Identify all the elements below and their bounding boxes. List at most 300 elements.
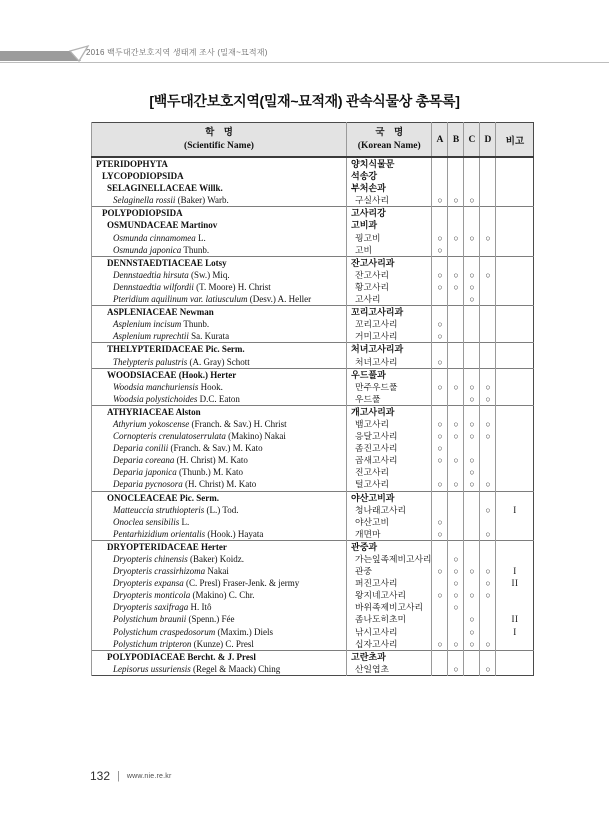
- site-mark-cell-a: ○: [432, 381, 448, 393]
- site-mark-cell-d: [480, 244, 496, 257]
- scientific-name-cell: DENNSTAEDTIACEAE Lotsy: [92, 256, 347, 269]
- site-mark-cell-b: ○: [448, 381, 464, 393]
- table-row: [92, 182, 534, 194]
- site-mark-cell-b: ○: [448, 269, 464, 281]
- site-mark-cell-c: [464, 553, 480, 565]
- site-mark-cell-a: ○: [432, 478, 448, 491]
- page-number: 132: [90, 769, 111, 783]
- site-mark-cell-b: [448, 318, 464, 330]
- site-mark-cell-a: [432, 306, 448, 319]
- site-mark-cell-a: ○: [432, 281, 448, 293]
- site-mark-cell-d: [480, 368, 496, 381]
- note-cell: [496, 454, 534, 466]
- korean-name-cell: 석송강: [347, 170, 432, 182]
- note-cell: I: [496, 504, 534, 516]
- site-mark-cell-a: [432, 256, 448, 269]
- table-row: [92, 553, 534, 565]
- scientific-name-cell: ONOCLEACEAE Pic. Serm.: [92, 491, 347, 504]
- site-mark-cell-d: ○: [480, 269, 496, 281]
- site-mark-cell-a: ○: [432, 356, 448, 369]
- site-mark-cell-a: ○: [432, 589, 448, 601]
- note-cell: [496, 207, 534, 220]
- site-mark-cell-b: [448, 356, 464, 369]
- site-mark-cell-b: [448, 306, 464, 319]
- column-header-site-b: B: [448, 123, 464, 158]
- site-mark-cell-b: [448, 219, 464, 231]
- site-mark-cell-c: [464, 516, 480, 528]
- site-mark-cell-d: [480, 613, 496, 625]
- table-row: [92, 516, 534, 528]
- site-mark-cell-a: [432, 504, 448, 516]
- scientific-name-cell: Cornopteris crenulatoserrulata (Makino) Nakai: [92, 430, 347, 442]
- site-mark-cell-d: ○: [480, 430, 496, 442]
- table-row: [92, 540, 534, 553]
- site-mark-cell-d: [480, 182, 496, 194]
- korean-name-cell: 가는잎족제비고사리: [347, 553, 432, 565]
- site-mark-cell-a: ○: [432, 330, 448, 343]
- site-mark-cell-c: ○: [464, 281, 480, 293]
- table-row: [92, 194, 534, 207]
- site-mark-cell-c: [464, 577, 480, 589]
- table-header-row: [92, 123, 534, 158]
- table-row: [92, 381, 534, 393]
- note-cell: [496, 540, 534, 553]
- site-mark-cell-c: ○: [464, 454, 480, 466]
- table-row: [92, 454, 534, 466]
- site-mark-cell-a: ○: [432, 269, 448, 281]
- scientific-name-cell: Woodsia manchuriensis Hook.: [92, 381, 347, 393]
- scientific-name-cell: Polystichum tripteron (Kunze) C. Presl: [92, 638, 347, 651]
- site-mark-cell-b: [448, 613, 464, 625]
- note-cell: [496, 638, 534, 651]
- note-cell: [496, 244, 534, 257]
- table-row: [92, 306, 534, 319]
- korean-name-cell: 관중: [347, 565, 432, 577]
- korean-name-cell: 진고사리: [347, 466, 432, 478]
- site-mark-cell-a: [432, 182, 448, 194]
- scientific-name-cell: THELYPTERIDACEAE Pic. Serm.: [92, 343, 347, 356]
- note-cell: [496, 293, 534, 306]
- site-mark-cell-c: ○: [464, 232, 480, 244]
- note-cell: [496, 330, 534, 343]
- table-row: [92, 281, 534, 293]
- korean-name-cell: 개고사리과: [347, 405, 432, 418]
- table-row: [92, 663, 534, 676]
- korean-name-cell: 양치식물문: [347, 157, 432, 170]
- site-mark-cell-a: [432, 663, 448, 676]
- korean-name-cell: 꼬리고사리과: [347, 306, 432, 319]
- scientific-name-cell: Dennstaedtia hirsuta (Sw.) Miq.: [92, 269, 347, 281]
- korean-name-cell: 뱀고사리: [347, 418, 432, 430]
- site-mark-cell-a: ○: [432, 194, 448, 207]
- site-mark-cell-d: ○: [480, 577, 496, 589]
- note-cell: [496, 650, 534, 663]
- site-mark-cell-a: [432, 393, 448, 406]
- korean-name-cell: 낚시고사리: [347, 626, 432, 638]
- korean-name-header-english: (Korean Name): [357, 140, 421, 151]
- site-mark-cell-b: [448, 393, 464, 406]
- site-mark-cell-d: ○: [480, 232, 496, 244]
- table-row: [92, 650, 534, 663]
- site-mark-cell-c: [464, 528, 480, 541]
- site-mark-cell-c: ○: [464, 393, 480, 406]
- scientific-name-cell: SELAGINELLACEAE Willk.: [92, 182, 347, 194]
- note-cell: [496, 601, 534, 613]
- header-rule: [0, 62, 609, 63]
- site-mark-cell-d: [480, 256, 496, 269]
- site-mark-cell-c: [464, 356, 480, 369]
- site-mark-cell-b: ○: [448, 663, 464, 676]
- column-header-site-a: A: [432, 123, 448, 158]
- scientific-name-cell: Polystichum braunii (Spenn.) Fée: [92, 613, 347, 625]
- site-mark-cell-c: ○: [464, 478, 480, 491]
- korean-name-cell: 십자고사리: [347, 638, 432, 651]
- site-mark-cell-b: [448, 405, 464, 418]
- scientific-name-cell: ATHYRIACEAE Alston: [92, 405, 347, 418]
- site-mark-cell-a: [432, 613, 448, 625]
- korean-name-cell: 산일엽초: [347, 663, 432, 676]
- site-mark-cell-b: [448, 540, 464, 553]
- column-header-site-c: C: [464, 123, 480, 158]
- site-mark-cell-d: ○: [480, 478, 496, 491]
- site-mark-cell-a: [432, 540, 448, 553]
- site-mark-cell-a: ○: [432, 442, 448, 454]
- site-mark-cell-a: ○: [432, 244, 448, 257]
- site-mark-cell-c: [464, 343, 480, 356]
- site-mark-cell-c: ○: [464, 269, 480, 281]
- scientific-name-cell: Deparia conilii (Franch. & Sav.) M. Kato: [92, 442, 347, 454]
- korean-name-cell: 부처손과: [347, 182, 432, 194]
- site-mark-cell-d: [480, 601, 496, 613]
- korean-name-cell: 고사리강: [347, 207, 432, 220]
- site-mark-cell-d: [480, 306, 496, 319]
- table-row: [92, 330, 534, 343]
- site-mark-cell-b: [448, 516, 464, 528]
- note-cell: II: [496, 577, 534, 589]
- site-mark-cell-a: [432, 577, 448, 589]
- column-header-site-d: D: [480, 123, 496, 158]
- site-mark-cell-b: [448, 170, 464, 182]
- site-mark-cell-b: [448, 182, 464, 194]
- site-mark-cell-b: [448, 256, 464, 269]
- site-mark-cell-b: [448, 207, 464, 220]
- scientific-name-cell: ASPLENIACEAE Newman: [92, 306, 347, 319]
- scientific-name-cell: DRYOPTERIDACEAE Herter: [92, 540, 347, 553]
- site-mark-cell-b: [448, 504, 464, 516]
- site-mark-cell-c: ○: [464, 565, 480, 577]
- site-mark-cell-b: ○: [448, 565, 464, 577]
- scientific-name-cell: Dryopteris saxifraga H. Itô: [92, 601, 347, 613]
- site-mark-cell-c: [464, 405, 480, 418]
- site-mark-cell-c: [464, 330, 480, 343]
- site-mark-cell-d: [480, 219, 496, 231]
- korean-name-cell: 잔고사리과: [347, 256, 432, 269]
- table-row: [92, 170, 534, 182]
- site-mark-cell-b: ○: [448, 430, 464, 442]
- korean-name-cell: 왕지네고사리: [347, 589, 432, 601]
- site-mark-cell-b: ○: [448, 553, 464, 565]
- site-mark-cell-c: [464, 504, 480, 516]
- running-head-text: 2016 백두대간보호지역 생태계 조사 (밀재~묘적재): [86, 48, 268, 57]
- site-mark-cell-b: ○: [448, 418, 464, 430]
- korean-name-cell: 개면마: [347, 528, 432, 541]
- site-mark-cell-c: [464, 306, 480, 319]
- site-mark-cell-c: [464, 244, 480, 257]
- site-mark-cell-c: ○: [464, 430, 480, 442]
- korean-name-cell: 고사리: [347, 293, 432, 306]
- korean-name-cell: 꼬리고사리: [347, 318, 432, 330]
- site-mark-cell-a: ○: [432, 232, 448, 244]
- table-body: [92, 157, 534, 675]
- scientific-name-cell: Dryopteris chinensis (Baker) Koidz.: [92, 553, 347, 565]
- scientific-name-cell: Dryopteris crassirhizoma Nakai: [92, 565, 347, 577]
- page-footer: [90, 769, 172, 783]
- site-mark-cell-c: [464, 318, 480, 330]
- column-header-korean-name: [347, 123, 432, 158]
- korean-name-cell: 고비과: [347, 219, 432, 231]
- korean-name-cell: 바위족제비고사리: [347, 601, 432, 613]
- scientific-name-cell: Thelypteris palustris (A. Gray) Schott: [92, 356, 347, 369]
- scientific-name-cell: Polystichum craspedosorum (Maxim.) Diels: [92, 626, 347, 638]
- site-mark-cell-c: [464, 207, 480, 220]
- note-cell: [496, 553, 534, 565]
- site-mark-cell-d: [480, 194, 496, 207]
- table-row: [92, 442, 534, 454]
- site-mark-cell-d: ○: [480, 589, 496, 601]
- korean-name-cell: 고비: [347, 244, 432, 257]
- note-cell: [496, 318, 534, 330]
- note-cell: [496, 256, 534, 269]
- species-checklist-table: [91, 122, 534, 676]
- site-mark-cell-a: [432, 219, 448, 231]
- site-mark-cell-b: [448, 293, 464, 306]
- site-mark-cell-a: ○: [432, 430, 448, 442]
- table-row: [92, 466, 534, 478]
- site-mark-cell-b: [448, 442, 464, 454]
- site-mark-cell-c: ○: [464, 466, 480, 478]
- page-title: [백두대간보호지역(밀재~묘적재) 관속식물상 총목록]: [149, 93, 460, 109]
- table-row: [92, 368, 534, 381]
- note-cell: [496, 232, 534, 244]
- scientific-name-cell: LYCOPODIOPSIDA: [92, 170, 347, 182]
- korean-name-cell: 구실사리: [347, 194, 432, 207]
- korean-name-header-korean: 국 명: [375, 128, 404, 139]
- site-mark-cell-d: [480, 157, 496, 170]
- site-mark-cell-a: [432, 207, 448, 220]
- korean-name-cell: 고란초과: [347, 650, 432, 663]
- site-mark-cell-c: [464, 650, 480, 663]
- site-mark-cell-a: ○: [432, 418, 448, 430]
- scientific-name-cell: Athyrium yokoscense (Franch. & Sav.) H. Christ: [92, 418, 347, 430]
- species-table: [91, 122, 534, 676]
- site-mark-cell-a: [432, 466, 448, 478]
- note-cell: [496, 194, 534, 207]
- table-row: [92, 293, 534, 306]
- site-mark-cell-b: [448, 491, 464, 504]
- footer-url: www.nie.re.kr: [126, 772, 172, 780]
- site-mark-cell-c: [464, 170, 480, 182]
- table-row: [92, 638, 534, 651]
- table-row: [92, 207, 534, 220]
- site-mark-cell-a: [432, 626, 448, 638]
- site-mark-cell-d: [480, 170, 496, 182]
- site-mark-cell-a: [432, 157, 448, 170]
- scientific-name-cell: POLYPODIOPSIDA: [92, 207, 347, 220]
- korean-name-cell: 퍼진고사리: [347, 577, 432, 589]
- note-cell: [496, 393, 534, 406]
- site-mark-cell-b: ○: [448, 194, 464, 207]
- site-mark-cell-d: [480, 516, 496, 528]
- site-mark-cell-d: [480, 318, 496, 330]
- note-cell: [496, 466, 534, 478]
- site-mark-cell-c: [464, 219, 480, 231]
- note-cell: [496, 516, 534, 528]
- scientific-name-header-korean: 학 명: [205, 128, 233, 139]
- korean-name-cell: 청나래고사리: [347, 504, 432, 516]
- site-mark-cell-d: ○: [480, 393, 496, 406]
- table-row: [92, 405, 534, 418]
- site-mark-cell-d: [480, 553, 496, 565]
- site-mark-cell-d: [480, 454, 496, 466]
- site-mark-cell-d: [480, 207, 496, 220]
- site-mark-cell-d: ○: [480, 638, 496, 651]
- note-cell: [496, 182, 534, 194]
- note-cell: [496, 269, 534, 281]
- site-mark-cell-a: [432, 343, 448, 356]
- scientific-name-cell: Dennstaedtia wilfordii (T. Moore) H. Christ: [92, 281, 347, 293]
- site-mark-cell-c: [464, 491, 480, 504]
- scientific-name-cell: Matteuccia struthiopteris (L.) Tod.: [92, 504, 347, 516]
- site-mark-cell-a: ○: [432, 565, 448, 577]
- table-row: [92, 418, 534, 430]
- site-mark-cell-d: [480, 405, 496, 418]
- site-mark-cell-b: [448, 626, 464, 638]
- scientific-name-cell: Dryopteris monticola (Makino) C. Chr.: [92, 589, 347, 601]
- site-mark-cell-b: [448, 528, 464, 541]
- note-cell: [496, 356, 534, 369]
- note-cell: [496, 528, 534, 541]
- scientific-name-cell: POLYPODIACEAE Bercht. & J. Presl: [92, 650, 347, 663]
- table-row: [92, 491, 534, 504]
- note-cell: [496, 478, 534, 491]
- table-row: [92, 269, 534, 281]
- table-row: [92, 504, 534, 516]
- site-mark-cell-c: ○: [464, 613, 480, 625]
- site-mark-cell-a: ○: [432, 516, 448, 528]
- site-mark-cell-b: ○: [448, 478, 464, 491]
- note-cell: [496, 306, 534, 319]
- site-mark-cell-d: ○: [480, 504, 496, 516]
- site-mark-cell-c: ○: [464, 293, 480, 306]
- footer-separator: |: [117, 770, 120, 782]
- site-mark-cell-b: [448, 343, 464, 356]
- site-mark-cell-c: [464, 368, 480, 381]
- site-mark-cell-a: [432, 553, 448, 565]
- table-row: [92, 343, 534, 356]
- site-mark-cell-d: [480, 626, 496, 638]
- table-row: [92, 626, 534, 638]
- site-mark-cell-b: [448, 157, 464, 170]
- site-mark-cell-a: [432, 650, 448, 663]
- scientific-name-cell: PTERIDOPHYTA: [92, 157, 347, 170]
- note-cell: [496, 368, 534, 381]
- site-mark-cell-c: ○: [464, 418, 480, 430]
- korean-name-cell: 우드풀: [347, 393, 432, 406]
- site-mark-cell-b: [448, 650, 464, 663]
- site-mark-cell-c: ○: [464, 638, 480, 651]
- site-mark-cell-d: [480, 442, 496, 454]
- korean-name-cell: 좀진고사리: [347, 442, 432, 454]
- site-mark-cell-a: [432, 368, 448, 381]
- korean-name-cell: 좀나도히초미: [347, 613, 432, 625]
- korean-name-cell: 처녀고사리과: [347, 343, 432, 356]
- korean-name-cell: 응달고사리: [347, 430, 432, 442]
- site-mark-cell-a: [432, 601, 448, 613]
- scientific-name-cell: Lepisorus ussuriensis (Regel & Maack) Ching: [92, 663, 347, 676]
- site-mark-cell-c: [464, 157, 480, 170]
- site-mark-cell-c: ○: [464, 626, 480, 638]
- note-cell: [496, 281, 534, 293]
- site-mark-cell-a: ○: [432, 454, 448, 466]
- site-mark-cell-c: [464, 182, 480, 194]
- site-mark-cell-d: ○: [480, 663, 496, 676]
- table-row: [92, 157, 534, 170]
- note-cell: I: [496, 565, 534, 577]
- site-mark-cell-c: [464, 540, 480, 553]
- table-row: [92, 528, 534, 541]
- scientific-name-header-english: (Scientific Name): [184, 140, 254, 151]
- site-mark-cell-a: ○: [432, 638, 448, 651]
- site-mark-cell-b: [448, 330, 464, 343]
- korean-name-cell: 꿩고비: [347, 232, 432, 244]
- scientific-name-cell: Osmunda japonica Thunb.: [92, 244, 347, 257]
- note-cell: [496, 405, 534, 418]
- site-mark-cell-c: ○: [464, 381, 480, 393]
- site-mark-cell-b: ○: [448, 601, 464, 613]
- site-mark-cell-c: [464, 442, 480, 454]
- scientific-name-cell: Asplenium incisum Thunb.: [92, 318, 347, 330]
- site-mark-cell-b: [448, 368, 464, 381]
- scientific-name-cell: Onoclea sensibilis L.: [92, 516, 347, 528]
- site-mark-cell-b: [448, 466, 464, 478]
- korean-name-cell: 우드풀과: [347, 368, 432, 381]
- table-row: [92, 232, 534, 244]
- site-mark-cell-b: ○: [448, 281, 464, 293]
- scientific-name-cell: Pentarhizidium orientalis (Hook.) Hayata: [92, 528, 347, 541]
- note-cell: [496, 663, 534, 676]
- note-cell: I: [496, 626, 534, 638]
- site-mark-cell-d: [480, 330, 496, 343]
- site-mark-cell-a: [432, 405, 448, 418]
- table-row: [92, 393, 534, 406]
- site-mark-cell-d: [480, 281, 496, 293]
- korean-name-cell: 잔고사리: [347, 269, 432, 281]
- note-cell: [496, 430, 534, 442]
- table-row: [92, 256, 534, 269]
- site-mark-cell-d: ○: [480, 418, 496, 430]
- site-mark-cell-b: ○: [448, 638, 464, 651]
- scientific-name-cell: Selaginella rossii (Baker) Warb.: [92, 194, 347, 207]
- table-row: [92, 478, 534, 491]
- scientific-name-cell: Dryopteris expansa (C. Presl) Fraser-Jenk. & jermy: [92, 577, 347, 589]
- table-row: [92, 601, 534, 613]
- korean-name-cell: 관중과: [347, 540, 432, 553]
- scientific-name-cell: Woodsia polystichoides D.C. Eaton: [92, 393, 347, 406]
- scientific-name-cell: Deparia japonica (Thunb.) M. Kato: [92, 466, 347, 478]
- column-header-note: 비고: [496, 123, 534, 158]
- table-row: [92, 219, 534, 231]
- table-row: [92, 589, 534, 601]
